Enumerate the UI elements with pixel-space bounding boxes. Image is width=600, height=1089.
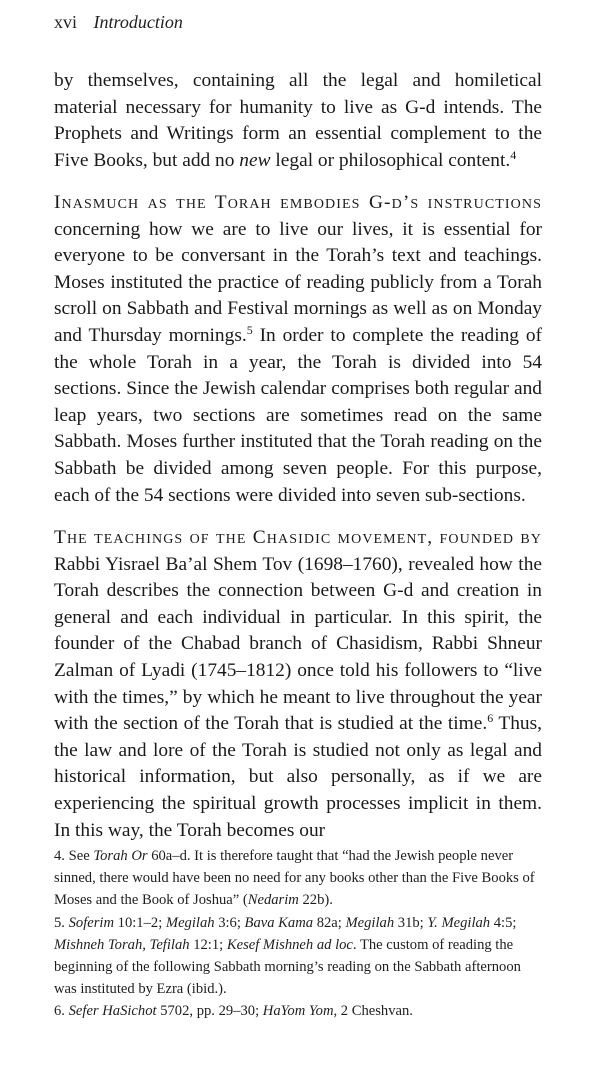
footnote-6 xyxy=(54,1000,542,1022)
footnote-ref-6[interactable]: 6 xyxy=(487,711,494,726)
body-paragraph-1 xyxy=(54,68,542,174)
footnote-6-text: , 2 Cheshvan. xyxy=(333,1003,413,1020)
p2-lead-in: Inasmuch as the Torah embodies G-d’s instructions xyxy=(54,192,542,213)
footnote-5 xyxy=(54,912,542,1001)
footnote-4-title: Torah Or xyxy=(93,848,148,864)
footnote-6-number: 6. xyxy=(54,1003,65,1020)
footnote-6-title: Sefer HaSichot xyxy=(68,1003,157,1020)
footnote-5-title: Bava Kama xyxy=(244,914,314,931)
p2-text-a: concerning how we are to live our lives, it is essential for everyone to be conversant in the Torah’s text and teachings. Moses instituted the practice of reading publicly from a Torah scroll on Sabbath and Festival mornings as well as on Monday and Thursday mornings. xyxy=(54,218,542,346)
p3-text-a: Rabbi Yisrael Ba’al Shem Tov (1698–1760), revealed how the Torah describes the connection between G-d and creation in general and each individual in particular. In this spirit, the founder of the Chabad branch of Chasidism, Rabbi Shneur Zalman of Lyadi (1745–1812) once told his followers to “live with the times,” by which he meant to live throughout the year with the section of the Torah that is studied at the time. xyxy=(54,553,542,735)
footnote-4-number: 4. xyxy=(54,848,65,864)
footnote-5-text: 10:1–2; xyxy=(114,914,166,931)
footnote-5-title: Mishneh Torah, Tefilah xyxy=(54,936,190,953)
footnote-6-text: 5702, pp. 29–30; xyxy=(156,1003,263,1020)
running-header xyxy=(54,10,183,34)
footnote-5-title: Megilah xyxy=(345,914,395,931)
footnotes xyxy=(54,845,542,1023)
p1-emphasis: new xyxy=(239,149,271,171)
footnote-ref-5[interactable]: 5 xyxy=(246,322,253,337)
footnote-4-title: Nedarim xyxy=(247,892,299,909)
footnote-5-title: Y. Megilah xyxy=(427,914,491,931)
footnote-5-title: Kesef Mishneh ad loc xyxy=(226,936,353,953)
footnote-4 xyxy=(54,845,542,912)
p3-lead-in: The teachings of the Chasidic movement, founded by xyxy=(54,527,542,548)
footnote-6-title: HaYom Yom xyxy=(262,1003,334,1020)
footnote-5-text: 4:5; xyxy=(490,914,517,931)
footnote-5-number: 5. xyxy=(54,914,65,931)
footnote-5-title: Megilah xyxy=(165,914,215,931)
footnote-4-text: 60a–d. It is therefore taught that “had the Jewish people never sinned, there would have been no need for any books other than the Five Books of Moses and the Book of Joshua” ( xyxy=(54,848,535,909)
footnote-5-title: Soferim xyxy=(68,914,115,931)
p1-text-b: legal or philosophical content. xyxy=(270,149,511,171)
footnote-4-text: 22b). xyxy=(298,892,333,909)
footnote-4-text: See xyxy=(64,848,94,864)
body-paragraph-3 xyxy=(54,525,542,844)
footnote-5-text: . The custom of reading the beginning of the following Sabbath morning’s reading on the Sabbath afternoon was instituted by Ezra (ibid.). xyxy=(54,936,521,998)
page-number: xvi xyxy=(54,12,78,32)
p2-text-b: In order to complete the reading of the whole Torah in a year, the Torah is divided into 54 sections. Since the Jewish calendar comprises both regular and leap years, two sections are sometimes read on the same Sabbath. Moses further instituted that the Torah reading on the Sabbath be divided among seven people. For this purpose, each of the 54 sections were divided into seven sub-sections. xyxy=(54,324,542,506)
p3-text-b: Thus, the law and lore of the Torah is studied not only as legal and historical information, but also personally, as if we are experiencing the spiritual growth processes implicit in them. In this way, the Torah becomes our xyxy=(54,713,542,841)
footnote-ref-4[interactable]: 4 xyxy=(510,147,517,162)
footnote-5-text: 3:6; xyxy=(214,914,245,931)
running-title: Introduction xyxy=(93,12,183,32)
footnote-5-text: 12:1; xyxy=(189,936,227,953)
body-paragraph-2 xyxy=(54,190,542,509)
p1-text-a: by themselves, containing all the legal and homiletical material necessary for humanity to live as G-d intends. The Prophets and Writings form an essential complement to the Five Books, but add no xyxy=(54,70,542,171)
footnote-5-text: 31b; xyxy=(394,914,428,931)
footnote-5-text: 82a; xyxy=(313,914,346,931)
